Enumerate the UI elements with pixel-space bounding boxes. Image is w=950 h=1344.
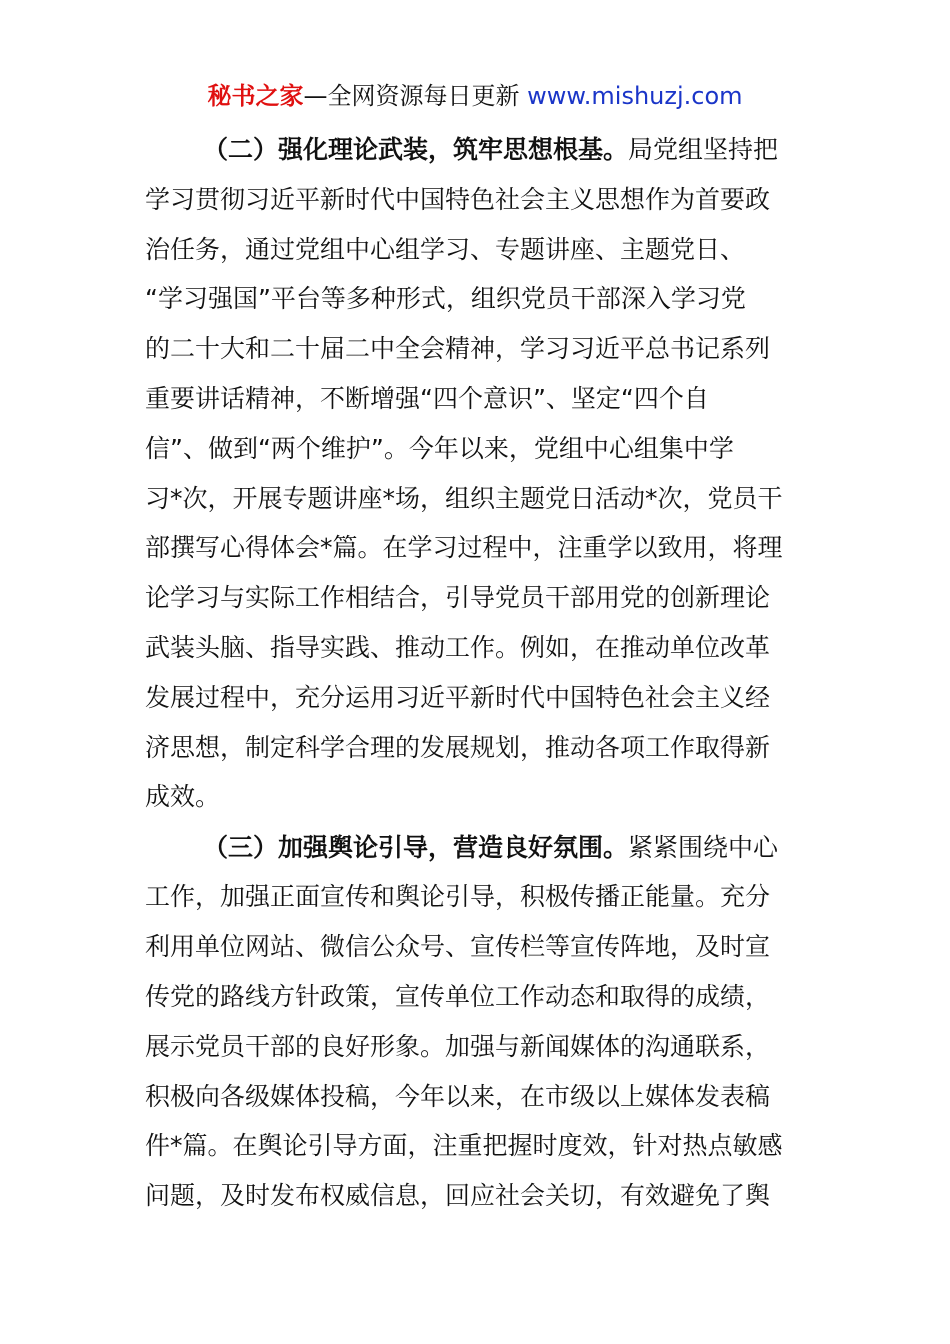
section-3-first-line bbox=[145, 823, 805, 873]
paragraph-line: 信”、做到“两个维护”。今年以来，党组中心组集中学 bbox=[145, 433, 734, 463]
section-2-heading: （二）强化理论武装，筑牢思想根基。 bbox=[203, 135, 629, 164]
document-body bbox=[145, 125, 805, 1221]
paragraph-line: 局党组坚持把 bbox=[628, 135, 779, 164]
paragraph-line: 的二十大和二十届二中全会精神，学习习近平总书记系列 bbox=[145, 334, 771, 364]
section-3-heading: （三）加强舆论引导，营造良好氛围。 bbox=[203, 832, 629, 862]
site-slogan: —全网资源每日更新 bbox=[303, 82, 528, 110]
site-brand: 秘书之家 bbox=[207, 82, 304, 110]
paragraph-line: 学习贯彻习近平新时代中国特色社会主义思想作为首要政 bbox=[145, 184, 771, 214]
paragraph-line: 治任务，通过党组中心组学习、专题讲座、主题党日、 bbox=[145, 234, 746, 264]
section-2-first-line bbox=[145, 125, 805, 175]
paragraph-line: 重要讲话精神，不断增强“四个意识”、坚定“四个自 bbox=[145, 383, 709, 413]
site-header bbox=[0, 80, 950, 112]
paragraph-line: 问题，及时发布权威信息，回应社会关切，有效避免了舆 bbox=[145, 1181, 771, 1211]
paragraph-line: 成效。 bbox=[145, 782, 221, 812]
paragraph-line: 利用单位网站、微信公众号、宣传栏等宣传阵地，及时宣 bbox=[145, 932, 771, 962]
paragraph-line: 件*篇。在舆论引导方面，注重把握时度效，针对热点敏感 bbox=[145, 1131, 783, 1161]
paragraph-line: 紧紧围绕中心 bbox=[628, 832, 779, 862]
site-url[interactable]: www.mishuzj.com bbox=[527, 82, 743, 110]
paragraph-line: 工作，加强正面宣传和舆论引导，积极传播正能量。充分 bbox=[145, 882, 771, 912]
paragraph-line: 发展过程中，充分运用习近平新时代中国特色社会主义经 bbox=[145, 682, 771, 712]
paragraph-line: “学习强国”平台等多种形式，组织党员干部深入学习党 bbox=[145, 284, 746, 314]
paragraph-line: 传党的路线方针政策，宣传单位工作动态和取得的成绩， bbox=[145, 982, 771, 1012]
paragraph-line: 部撰写心得体会*篇。在学习过程中，注重学以致用，将理 bbox=[145, 533, 783, 563]
paragraph-line: 展示党员干部的良好形象。加强与新闻媒体的沟通联系， bbox=[145, 1031, 771, 1061]
paragraph-line: 积极向各级媒体投稿，今年以来，在市级以上媒体发表稿 bbox=[145, 1081, 771, 1111]
paragraph-line: 武装头脑、指导实践、推动工作。例如，在推动单位改革 bbox=[145, 632, 771, 662]
paragraph-line: 习*次，开展专题讲座*场，组织主题党日活动*次，党员干 bbox=[145, 483, 783, 513]
paragraph-line: 济思想，制定科学合理的发展规划，推动各项工作取得新 bbox=[145, 732, 771, 762]
paragraph-line: 论学习与实际工作相结合，引导党员干部用党的创新理论 bbox=[145, 583, 771, 613]
